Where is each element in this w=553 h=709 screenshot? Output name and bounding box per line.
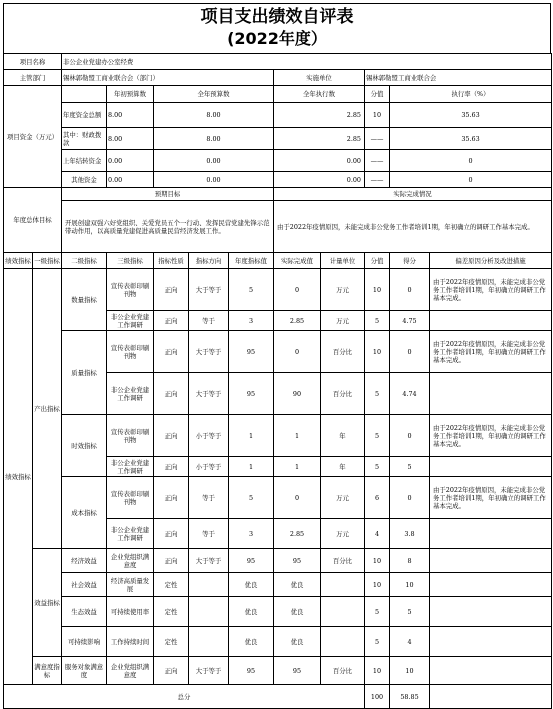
cell-unit: 万元 (321, 477, 365, 519)
unit-label: 实施单位 (274, 70, 365, 86)
perf-label: 绩效指标 (4, 269, 33, 685)
cell-actual: 0 (274, 269, 321, 311)
cell-score: 5 (390, 457, 430, 477)
cell-direction: 小于等于 (189, 415, 229, 457)
effect-label: 效益指标 (33, 549, 62, 657)
page-title: 项目支出绩效自评表 (200, 7, 354, 27)
cell-nature: 正向 (154, 331, 189, 373)
cell-nature: 正向 (154, 415, 189, 457)
eco-label: 生态效益 (62, 597, 107, 627)
table-row (4, 627, 552, 657)
table-row (4, 331, 552, 373)
cell-weight: 10 (365, 657, 390, 685)
cell-direction (189, 597, 229, 627)
goals-expected-header: 预期目标 (62, 188, 274, 201)
cell-weight: 10 (365, 269, 390, 311)
cell-score: 10 (390, 573, 430, 597)
funds-row-rate: 0 (390, 150, 552, 172)
cell-reason (430, 457, 552, 477)
cell-direction: 大于等于 (189, 331, 229, 373)
cost-label: 成本指标 (62, 477, 107, 549)
header-l1: 一级指标 (33, 253, 62, 269)
cell-nature: 正向 (154, 373, 189, 415)
funds-row (4, 172, 552, 188)
header-direction: 指标方向 (189, 253, 229, 269)
cell-unit: 年 (321, 415, 365, 457)
cell-actual: 优良 (274, 573, 321, 597)
funds-header-init: 年初预算数 (107, 86, 154, 103)
funds-blank (62, 86, 107, 103)
table-row (4, 573, 552, 597)
funds-label: 项目资金（万元） (4, 86, 62, 188)
project-name-row (4, 54, 552, 70)
cell-actual: 优良 (274, 627, 321, 657)
cell-target: 3 (229, 311, 274, 331)
cell-reason (430, 373, 552, 415)
cell-direction: 等于 (189, 477, 229, 519)
service-label: 服务对象满意度 (62, 657, 107, 685)
funds-row-rate: 0 (390, 172, 552, 188)
cell-reason (430, 549, 552, 573)
cell-l3: 工作持续时间 (107, 627, 154, 657)
cell-l3: 企业党组织满意度 (107, 549, 154, 573)
cell-actual: 0 (274, 331, 321, 373)
cell-target: 95 (229, 331, 274, 373)
cell-score: 4.74 (390, 373, 430, 415)
satis-label: 满意度指标 (33, 657, 62, 685)
cell-score: 10 (390, 657, 430, 685)
cell-nature: 定性 (154, 627, 189, 657)
cell-unit: 万元 (321, 269, 365, 311)
header-reason: 偏差原因分析及改进措施 (430, 253, 552, 269)
goals-actual-text: 由于2022年疫情原因，未能完成非公党务工作者培训1期，年初确立的调研工作基本完成。 (274, 201, 552, 253)
funds-header-exec: 全年执行数 (274, 86, 365, 103)
cell-target: 5 (229, 269, 274, 311)
unit-value: 锡林郭勒盟工商业联合会 (365, 70, 552, 86)
cell-reason (430, 573, 552, 597)
quality-label: 质量指标 (62, 331, 107, 415)
cell-l3: 非公企业党建工作调研 (107, 373, 154, 415)
header-l2: 二级指标 (62, 253, 107, 269)
cell-unit (321, 597, 365, 627)
cell-nature: 正向 (154, 269, 189, 311)
cell-target: 3 (229, 519, 274, 549)
cell-weight: 5 (365, 415, 390, 457)
cell-weight: 5 (365, 627, 390, 657)
cell-l3: 宣传表彰印刷刊物 (107, 477, 154, 519)
cell-l3: 宣传表彰印刷刊物 (107, 415, 154, 457)
cell-score: 5 (390, 597, 430, 627)
funds-row-init: 8.00 (107, 103, 154, 128)
header-unit: 计量单位 (321, 253, 365, 269)
cell-nature: 定性 (154, 573, 189, 597)
economic-label: 经济效益 (62, 549, 107, 573)
cell-actual: 2.85 (274, 519, 321, 549)
cell-direction: 等于 (189, 519, 229, 549)
social-label: 社会效益 (62, 573, 107, 597)
dept-row (4, 70, 552, 86)
cell-target: 1 (229, 415, 274, 457)
funds-row-weight: —— (365, 172, 390, 188)
funds-row-name: 上年结转资金 (62, 150, 107, 172)
goals-content-row (4, 201, 552, 253)
project-name-value: 非公企业党建办公室经费 (62, 54, 552, 70)
total-score: 58.85 (390, 685, 430, 709)
table-row (4, 549, 552, 573)
cell-nature: 正向 (154, 311, 189, 331)
time-label: 时效指标 (62, 415, 107, 477)
header-target: 年度指标值 (229, 253, 274, 269)
cell-reason (430, 597, 552, 627)
table-row (4, 657, 552, 685)
goals-expected-text: 开展创建双强六好党组织、关爱党员五个一行动、发挥民营党建先锋示范带动作用，以高质量党建促进高质量民营经济发展工作。 (62, 201, 274, 253)
goals-actual-header: 实际完成情况 (274, 188, 552, 201)
cell-l3: 非公企业党建工作调研 (107, 457, 154, 477)
dept-label: 主管部门 (4, 70, 62, 86)
cell-direction: 大于等于 (189, 269, 229, 311)
cell-actual: 0 (274, 477, 321, 519)
funds-header-rate: 执行率（%） (390, 86, 552, 103)
cell-actual: 95 (274, 657, 321, 685)
cell-direction: 小于等于 (189, 457, 229, 477)
cell-l3: 企业党组织满意度 (107, 657, 154, 685)
funds-row (4, 103, 552, 128)
cell-l3: 可持续使用率 (107, 597, 154, 627)
cell-weight: 5 (365, 457, 390, 477)
total-label: 总分 (4, 685, 365, 709)
cell-unit (321, 573, 365, 597)
header-perf: 绩效指标 (4, 253, 33, 269)
funds-row-name: 其中：财政拨款 (62, 128, 107, 150)
funds-row-exec: 2.85 (274, 103, 365, 128)
cell-target: 优良 (229, 597, 274, 627)
cell-direction: 大于等于 (189, 657, 229, 685)
cell-nature: 定性 (154, 597, 189, 627)
cell-target: 优良 (229, 573, 274, 597)
cell-score: 8 (390, 549, 430, 573)
quantity-label: 数量指标 (62, 269, 107, 331)
funds-row-annual: 8.00 (154, 103, 274, 128)
funds-row-exec: 0.00 (274, 172, 365, 188)
cell-unit: 百分比 (321, 331, 365, 373)
funds-row-exec: 2.85 (274, 128, 365, 150)
funds-row-name: 其他资金 (62, 172, 107, 188)
cell-unit: 年 (321, 457, 365, 477)
cell-l3: 非公企业党建工作调研 (107, 311, 154, 331)
project-name-label: 项目名称 (4, 54, 62, 70)
header-nature: 指标性质 (154, 253, 189, 269)
funds-header-annual: 全年预算数 (154, 86, 274, 103)
indicator-header-row (4, 253, 552, 269)
cell-target: 95 (229, 657, 274, 685)
cell-reason: 由于2022年疫情原因，未能完成非公党务工作者培训1期，年初确立的调研工作基本完成。 (430, 331, 552, 373)
cell-actual: 优良 (274, 597, 321, 627)
cell-reason (430, 519, 552, 549)
funds-row (4, 150, 552, 172)
cell-target: 95 (229, 373, 274, 415)
total-row (4, 685, 552, 709)
cell-l3: 宣传表彰印刷刊物 (107, 331, 154, 373)
goals-header-row (4, 188, 552, 201)
cell-weight: 5 (365, 311, 390, 331)
funds-row-exec: 0.00 (274, 150, 365, 172)
cell-weight: 10 (365, 331, 390, 373)
cell-direction (189, 627, 229, 657)
funds-row-weight: 10 (365, 103, 390, 128)
cell-reason (430, 627, 552, 657)
cell-actual: 90 (274, 373, 321, 415)
cell-weight: 10 (365, 573, 390, 597)
funds-row-init: 0.00 (107, 150, 154, 172)
cell-reason (430, 657, 552, 685)
cell-score: 0 (390, 269, 430, 311)
header-weight: 分值 (365, 253, 390, 269)
total-blank (430, 685, 552, 709)
cell-weight: 5 (365, 373, 390, 415)
cell-reason (430, 311, 552, 331)
cell-actual: 95 (274, 549, 321, 573)
table-row (4, 269, 552, 311)
table-row (4, 597, 552, 627)
header-actual: 实际完成值 (274, 253, 321, 269)
cell-nature: 正向 (154, 549, 189, 573)
cell-unit: 万元 (321, 311, 365, 331)
cell-reason: 由于2022年疫情原因，未能完成非公党务工作者培训1期，年初确立的调研工作基本完成。 (430, 269, 552, 311)
funds-row (4, 128, 552, 150)
cell-unit (321, 627, 365, 657)
sustain-label: 可持续影响 (62, 627, 107, 657)
self-evaluation-table (3, 53, 552, 709)
cell-l3: 宣传表彰印刷刊物 (107, 269, 154, 311)
cell-unit: 百分比 (321, 657, 365, 685)
cell-target: 优良 (229, 627, 274, 657)
cell-score: 4.75 (390, 311, 430, 331)
funds-header-weight: 分值 (365, 86, 390, 103)
table-title (3, 3, 551, 53)
funds-row-init: 8.00 (107, 128, 154, 150)
dept-value: 锡林郭勒盟工商业联合会（部门） (62, 70, 274, 86)
funds-row-init: 0.00 (107, 172, 154, 188)
table-row (4, 415, 552, 457)
cell-unit: 百分比 (321, 549, 365, 573)
funds-row-annual: 8.00 (154, 128, 274, 150)
cell-nature: 正向 (154, 519, 189, 549)
goals-label: 年度总体目标 (4, 188, 62, 253)
funds-row-rate: 35.63 (390, 128, 552, 150)
cell-direction: 等于 (189, 311, 229, 331)
funds-header-row (4, 86, 552, 103)
cell-nature: 正向 (154, 657, 189, 685)
cell-score: 3.8 (390, 519, 430, 549)
cell-score: 4 (390, 627, 430, 657)
cell-target: 1 (229, 457, 274, 477)
header-score: 得分 (390, 253, 430, 269)
funds-row-weight: —— (365, 128, 390, 150)
cell-reason: 由于2022年疫情原因，未能完成非公党务工作者培训1期，年初确立的调研工作基本完成。 (430, 415, 552, 457)
cell-actual: 1 (274, 457, 321, 477)
funds-row-name: 年度资金总额 (62, 103, 107, 128)
cell-weight: 10 (365, 549, 390, 573)
header-l3: 三级指标 (107, 253, 154, 269)
funds-row-annual: 0.00 (154, 172, 274, 188)
cell-weight: 6 (365, 477, 390, 519)
cell-unit: 百分比 (321, 373, 365, 415)
cell-nature: 正向 (154, 457, 189, 477)
cell-target: 5 (229, 477, 274, 519)
cell-l3: 非公企业党建工作调研 (107, 519, 154, 549)
cell-nature: 正向 (154, 477, 189, 519)
funds-row-weight: —— (365, 150, 390, 172)
cell-l3: 经济高质量发展 (107, 573, 154, 597)
cell-reason: 由于2022年疫情原因，未能完成非公党务工作者培训1期，年初确立的调研工作基本完成。 (430, 477, 552, 519)
funds-row-annual: 0.00 (154, 150, 274, 172)
cell-direction: 大于等于 (189, 549, 229, 573)
cell-direction (189, 573, 229, 597)
cell-direction: 大于等于 (189, 373, 229, 415)
funds-row-rate: 35.63 (390, 103, 552, 128)
cell-score: 0 (390, 331, 430, 373)
output-label: 产出指标 (33, 269, 62, 549)
table-row (4, 477, 552, 519)
cell-actual: 1 (274, 415, 321, 457)
total-weight: 100 (365, 685, 390, 709)
cell-actual: 2.85 (274, 311, 321, 331)
year-subtitle: (2022年度） (227, 29, 327, 48)
cell-score: 0 (390, 477, 430, 519)
cell-target: 95 (229, 549, 274, 573)
cell-weight: 5 (365, 597, 390, 627)
cell-score: 0 (390, 415, 430, 457)
cell-weight: 4 (365, 519, 390, 549)
cell-unit: 万元 (321, 519, 365, 549)
